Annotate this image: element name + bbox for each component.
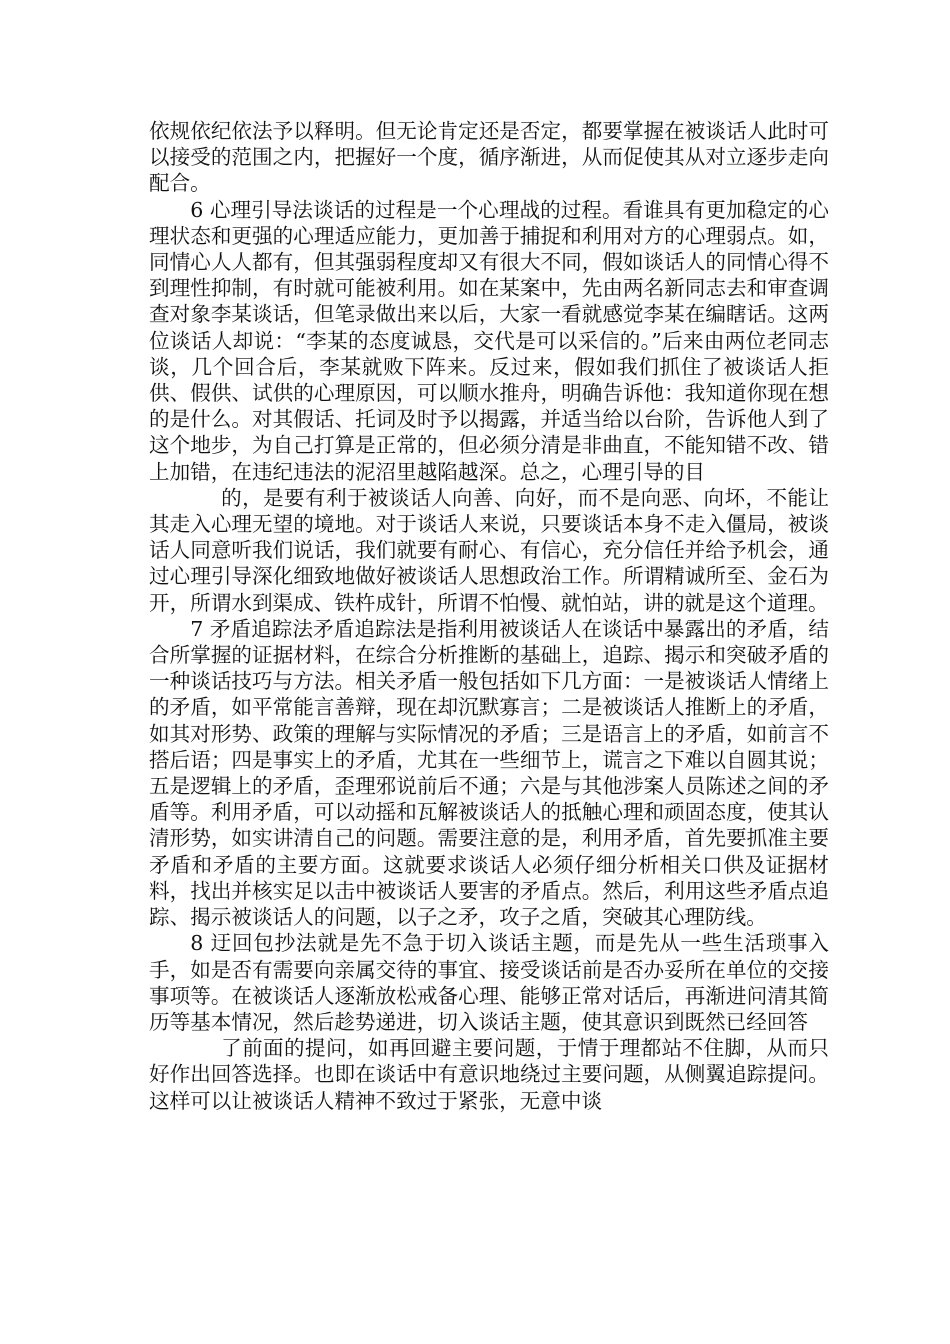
paragraph-section-7: 7 矛盾追踪法矛盾追踪法是指利用被谈话人在谈话中暴露出的矛盾，结合所掌握的证据材料，在综合分析推断的基础上，追踪、揭示和突破矛盾的一种谈话技巧与方法。相关矛盾一般包括如下几方面：一是被谈话人情绪上的矛盾，如平常能言善辩，现在却沉默寡言；二是被谈话人推断上的矛盾，如其对形势、政策的理解与实际情况的矛盾；三是语言上的矛盾，如前言不搭后语；四是事实上的矛盾，尤其在一些细节上，谎言之下难以自圆其说；五是逻辑上的矛盾，歪理邪说前后不通；六是与其他涉案人员陈述之间的矛盾等。利用矛盾，可以动摇和瓦解被谈话人的抵触心理和顽固态度，使其认清形势，如实讲清自己的问题。需要注意的是，利用矛盾，首先要抓准主要矛盾和矛盾的主要方面。这就要求谈话人必须仔细分析相关口供及证据材料，找出并核实足以击中被谈话人要害的矛盾点。然后，利用这些矛盾点追踪、揭示被谈话人的问题，以子之矛，攻子之盾，突破其心理防线。 [149,616,829,930]
paragraph-section-8: 8 迂回包抄法就是先不急于切入谈话主题，而是先从一些生活琐事入手，如是否有需要向亲属交待的事宜、接受谈话前是否办妥所在单位的交接事项等。在被谈话人逐渐放松戒备心理、能够正常对话后，再渐进问清其简历等基本情况，然后趁势递进，切入谈话主题，使其意识到既然已经回答 [149,931,829,1034]
paragraph-section-8-continued: 了前面的提问，如再回避主要问题，于情于理都站不住脚，从而只好作出回答选择。也即在谈话中有意识地绕过主要问题，从侧翼追踪提问。这样可以让被谈话人精神不致过于紧张，无意中谈 [149,1036,829,1113]
document-body [149,118,829,1114]
paragraph-continuation: 依规依纪依法予以释明。但无论肯定还是否定，都要掌握在被谈话人此时可以接受的范围之内，把握好一个度，循序渐进，从而促使其从对立逐步走向配合。 [149,119,829,196]
paragraph-section-6-continued: 的，是要有利于被谈话人向善、向好，而不是向恶、向坏，不能让其走入心理无望的境地。对于谈话人来说，只要谈话本身不走入僵局，被谈话人同意听我们说话，我们就要有耐心、有信心，充分信任并给予机会，通过心理引导深化细致地做好被谈话人思想政治工作。所谓精诚所至、金石为开，所谓水到渠成、铁杵成针，所谓不怕慢、就怕站，讲的就是这个道理。 [149,485,829,615]
paragraph-section-6: 6 心理引导法谈话的过程是一个心理战的过程。看谁具有更加稳定的心理状态和更强的心理适应能力，更加善于捕捉和利用对方的心理弱点。如，同情心人人都有，但其强弱程度却又有很大不同，假如谈话人的同情心得不到理性抑制，有时就可能被利用。如在某案中，先由两名新同志去和审查调查对象李某谈话，但笔录做出来以后，大家一看就感觉李某在编瞎话。这两位谈话人却说：“李某的态度诚恳，交代是可以采信的。”后来由两位老同志谈，几个回合后，李某就败下阵来。反过来，假如我们抓住了被谈话人拒供、假供、试供的心理原因，可以顺水推舟，明确告诉他：我知道你现在想的是什么。对其假话、托词及时予以揭露，并适当给以台阶，告诉他人到了这个地步，为自己打算是正常的，但必须分清是非曲直，不能知错不改、错上加错，在违纪违法的泥沼里越陷越深。总之，心理引导的目 [149,197,829,484]
